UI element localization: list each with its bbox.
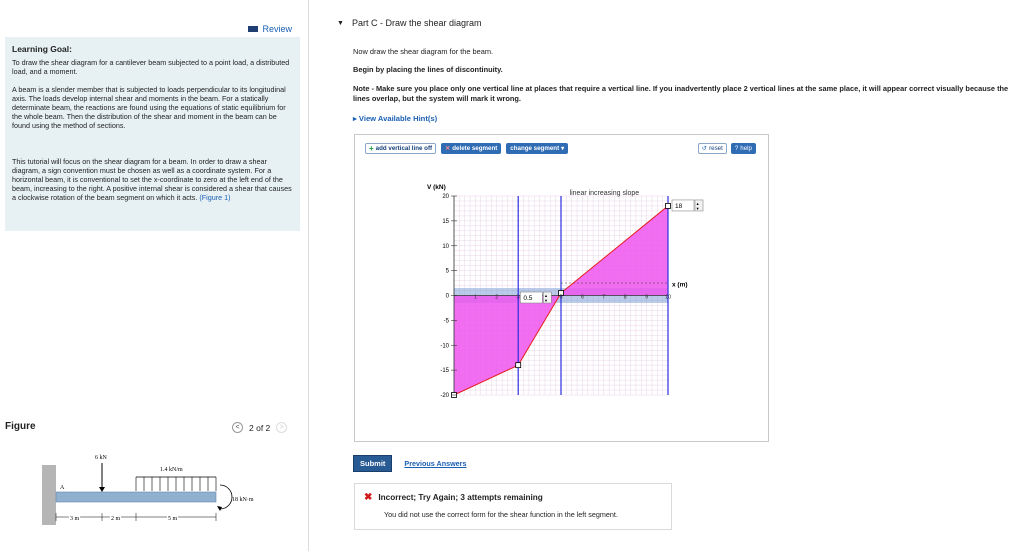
feedback-box	[354, 483, 672, 530]
beam-figure	[40, 445, 254, 535]
dim-label-2: 2 m	[111, 516, 121, 522]
moment-arrowhead	[217, 506, 222, 511]
delete-segment-label: delete segment	[452, 145, 498, 152]
goal-paragraph-3-text: This tutorial will focus on the shear diagram for a beam. In order to draw a shear diagram, a sign convention must be chosen as well as a coordinate system. For a horizontal beam, it is conventional to set the x-coordinate to zero at the left end of the beam, increasing to the right. A positive internal shear is considered a shear that causes a clockwise rotation of the beam segment on which it acts.	[12, 157, 292, 202]
feedback-title: Incorrect; Try Again; 3 attempts remaining	[378, 493, 543, 502]
goal-paragraph-1: To draw the shear diagram for a cantilever beam subjected to a point load, a distributed load, and a moment.	[12, 58, 290, 76]
help-label: help	[740, 145, 752, 152]
support-label: A	[60, 485, 65, 491]
right-panel	[310, 0, 1020, 551]
x-tick-label: 7	[602, 294, 606, 301]
point-load-arrowhead	[99, 487, 105, 492]
wall-support	[42, 465, 56, 525]
value-input-1-down-icon: ▾	[544, 299, 548, 305]
next-figure-button[interactable]: >	[276, 422, 287, 433]
beam	[56, 492, 216, 502]
point-load-label: 6 kN	[95, 455, 107, 461]
plus-icon: +	[369, 144, 374, 153]
x-tick-label: 1	[473, 294, 477, 301]
note-text: Note - Make sure you place only one vertical line at places that require a vertical line. If you inadvertently place 2 vertical lines at the same place, it will appear correct visually because the lines overlap, but the system will mark it wrong.	[353, 84, 1009, 103]
left-panel	[0, 0, 309, 551]
x-tick-label: 5	[559, 294, 563, 301]
pager-text: 2 of 2	[249, 422, 271, 433]
dim-label-3: 5 m	[168, 516, 178, 522]
learning-goal-title: Learning Goal:	[12, 44, 72, 54]
x-tick-label: 8	[623, 294, 627, 301]
submit-button[interactable]: Submit	[353, 455, 392, 472]
value-input-1-text: 0.5	[523, 295, 533, 303]
dropdown-arrow-icon: ▾	[561, 145, 565, 152]
figure-label: Figure	[5, 421, 36, 432]
figure-link[interactable]: (Figure 1)	[199, 192, 231, 202]
value-input-2-down-icon: ▾	[696, 206, 699, 212]
figure-pager	[232, 422, 287, 433]
prev-figure-button[interactable]: <	[232, 422, 243, 433]
hints-label: View Available Hint(s)	[358, 114, 438, 123]
x-tick-label: 2	[495, 294, 499, 301]
y-tick-label: -15	[440, 368, 449, 375]
value-input-1-up-icon: ▴	[544, 294, 548, 300]
x-tick-label: 6	[580, 294, 584, 301]
dim-label-1: 3 m	[70, 516, 80, 522]
instruction-line-1: Now draw the shear diagram for the beam.	[353, 47, 494, 56]
review-link[interactable]	[248, 24, 292, 34]
y-tick-label: -10	[440, 343, 449, 350]
y-tick-label: -5	[443, 318, 449, 325]
submit-row	[353, 455, 466, 472]
slope-annotation: linear increasing slope	[569, 190, 640, 197]
incorrect-x-icon: ✖	[364, 492, 373, 503]
goal-paragraph-2: A beam is a slender member that is subjected to loads perpendicular to its longitudinal axis. The loads develop internal shear and moments in the beam. For a statically determinate beam, the reactions are found using the equations of static equilibrium for the whole beam. Then the distribution of the shear and moment in the beam can be found using the method of sections.	[12, 85, 286, 130]
previous-answers-link[interactable]: Previous Answers	[404, 459, 467, 468]
segment-handle	[666, 203, 671, 208]
segment-handle	[516, 363, 521, 368]
x-tick-label: 9	[645, 294, 649, 301]
value-input-2-up-icon: ▴	[696, 201, 699, 207]
y-tick-label: -20	[440, 393, 449, 399]
part-header[interactable]	[337, 18, 481, 28]
shear-diagram-chart[interactable]	[354, 134, 769, 442]
add-vertical-label: add vertical line off	[375, 145, 433, 152]
learning-goal-box	[5, 37, 300, 231]
delete-x-icon: ✕	[445, 145, 451, 152]
reset-icon: ↺	[701, 145, 708, 152]
y-tick-label: 0	[445, 293, 449, 300]
y-tick-label: 10	[442, 243, 449, 250]
dist-load-label: 1.4 kN/m	[160, 467, 183, 473]
reset-label: reset	[709, 145, 723, 152]
part-title: Part C - Draw the shear diagram	[351, 18, 482, 28]
dist-load-arrows	[136, 477, 216, 491]
x-tick-label: 10	[664, 294, 672, 301]
feedback-message: You did not use the correct form for the shear function in the left segment.	[384, 510, 618, 519]
review-icon	[248, 26, 258, 32]
review-label: Review	[262, 24, 292, 34]
x-axis-label: x (m)	[672, 281, 688, 289]
view-hints-link[interactable]: ▸ View Available Hint(s)	[353, 114, 438, 123]
moment-arc	[220, 485, 232, 509]
feedback-header	[364, 492, 543, 503]
help-icon: ?	[734, 145, 739, 152]
collapse-triangle-icon: ▼	[337, 19, 344, 27]
y-tick-label: 15	[442, 218, 449, 225]
value-input-2-text: 18	[675, 202, 683, 210]
x-tick-label: 3	[516, 294, 520, 301]
moment-label: 18 kN·m	[232, 497, 254, 503]
y-axis-label: V (kN)	[427, 184, 446, 191]
y-tick-label: 5	[445, 268, 449, 275]
change-segment-label: change segment	[510, 145, 560, 152]
instruction-line-2: Begin by placing the lines of discontinuity.	[353, 65, 503, 74]
y-tick-label: 20	[442, 194, 449, 200]
goal-paragraph-3	[12, 158, 294, 203]
